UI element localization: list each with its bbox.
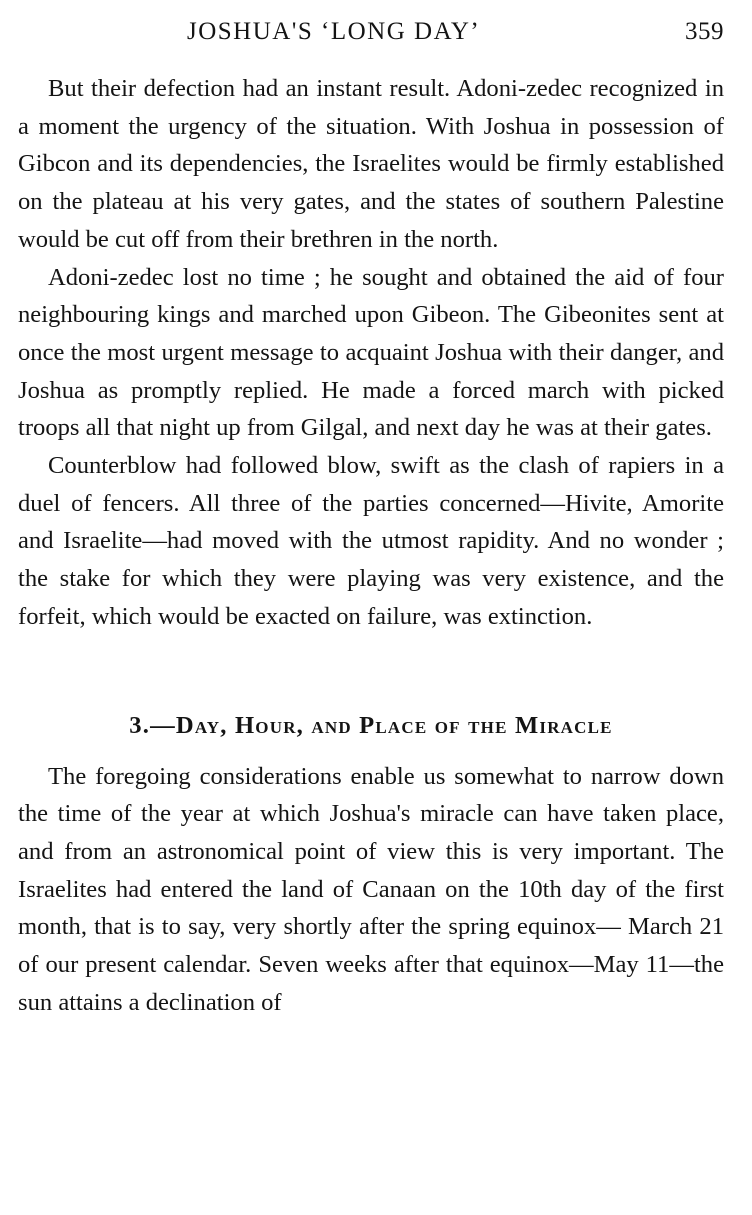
paragraph-adoni-zedec: Adoni-zedec lost no time ; he sought and obtained the aid of four neighbouring kings and marched upon Gibeon. The Gibeonites sent at once the most urgent message to acquaint Joshua with their danger, and Joshua as promptly replied. He made a forced march with picked troops all that night up from Gilgal, and next day he was at their gates.: [18, 263, 724, 442]
paragraph-defection: But their defection had an instant result. Adoni-zedec recognized in a moment the urgency of the situation. With Joshua in possession of Gibcon and its dependencies, the Israelites would be firmly established on the plateau at his very gates, and the states of southern Palestine would be cut off from their brethren in the north.: [18, 75, 724, 253]
paragraph-counterblow: Counterblow had followed blow, swift as the clash of rapiers in a duel of fencers. All three of the parties concerned—Hivite, Amorite and Israelite—had moved with the utmost rapidity. And no wonder ; the stake for which they were playing was very existence, and the forfeit, which would be exacted on failure, was extinction.: [18, 452, 724, 630]
book-page: [18, 14, 724, 1021]
paragraph-foregoing: The foregoing considerations enable us somewhat to narrow down the time of the year at which Joshua's miracle can have taken place, and from an astronomical point of view this is very important. The Israelites had entered the land of Canaan on the 10th day of the first month, that is to say, very shortly after the spring equinox— March 21 of our present calendar. Seven weeks after that equinox—May 11—the sun attains a declination of: [18, 762, 724, 1016]
page-number: 359: [685, 18, 724, 45]
running-header: [18, 14, 724, 54]
section-heading: 3.—Day, Hour, and Place of the Miracle: [129, 711, 613, 739]
running-title: JOSHUA'S ‘LONG DAY’: [187, 18, 481, 45]
